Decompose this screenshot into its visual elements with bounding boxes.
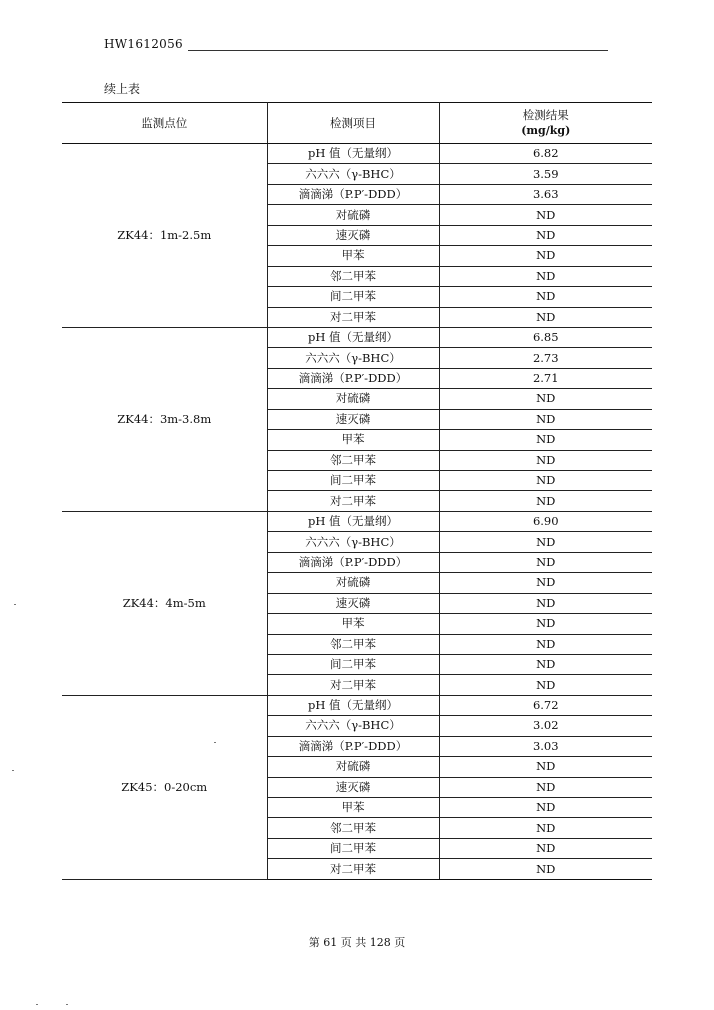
test-result-cell: ND: [439, 205, 652, 225]
test-item-cell: 甲苯: [267, 430, 439, 450]
test-result-cell: ND: [439, 266, 652, 286]
test-item-cell: 邻二甲苯: [267, 266, 439, 286]
test-item-cell: 对硫磷: [267, 205, 439, 225]
test-item-cell: 六六六（γ-BHC）: [267, 164, 439, 184]
test-result-cell: ND: [439, 838, 652, 858]
test-result-cell: 3.63: [439, 184, 652, 204]
test-item-cell: 六六六（γ-BHC）: [267, 532, 439, 552]
table-header-row: [62, 103, 652, 144]
test-item-cell: pH 值（无量纲）: [267, 144, 439, 164]
test-result-cell: ND: [439, 409, 652, 429]
test-result-cell: ND: [439, 225, 652, 245]
test-result-cell: ND: [439, 798, 652, 818]
test-result-cell: ND: [439, 573, 652, 593]
test-item-cell: 邻二甲苯: [267, 450, 439, 470]
test-item-cell: 对二甲苯: [267, 675, 439, 695]
monitoring-point-cell: ZK45：0-20cm: [62, 695, 267, 879]
test-result-cell: ND: [439, 654, 652, 674]
header-result: [439, 103, 652, 144]
monitoring-point-cell: ZK44：3m-3.8m: [62, 327, 267, 511]
page-footer: 第 61 页 共 128 页: [308, 936, 406, 949]
test-result-cell: 6.82: [439, 144, 652, 164]
test-result-cell: ND: [439, 450, 652, 470]
scan-speck: [36, 1004, 38, 1005]
test-result-cell: ND: [439, 675, 652, 695]
monitoring-point-cell: ZK44：4m-5m: [62, 511, 267, 695]
test-item-cell: 滴滴涕（P.P′-DDD）: [267, 368, 439, 388]
scan-speck: [14, 604, 16, 605]
test-result-cell: ND: [439, 471, 652, 491]
test-result-cell: 3.03: [439, 736, 652, 756]
test-item-cell: 间二甲苯: [267, 654, 439, 674]
header-result-unit: (mg/kg): [521, 124, 571, 137]
header-item: 检测项目: [267, 103, 439, 144]
test-result-cell: ND: [439, 593, 652, 613]
test-result-cell: 6.72: [439, 695, 652, 715]
test-item-cell: 速灭磷: [267, 777, 439, 797]
test-item-cell: pH 值（无量纲）: [267, 695, 439, 715]
test-item-cell: pH 值（无量纲）: [267, 511, 439, 531]
monitoring-point-cell: ZK44：1m-2.5m: [62, 144, 267, 328]
test-result-cell: 3.02: [439, 716, 652, 736]
test-item-cell: 对二甲苯: [267, 307, 439, 327]
test-item-cell: 六六六（γ-BHC）: [267, 348, 439, 368]
document-id: HW1612056: [104, 37, 183, 51]
test-result-cell: ND: [439, 634, 652, 654]
header-result-label: 检测结果: [522, 108, 569, 122]
test-item-cell: 对二甲苯: [267, 859, 439, 879]
test-result-cell: ND: [439, 777, 652, 797]
test-result-cell: ND: [439, 757, 652, 777]
test-item-cell: 速灭磷: [267, 593, 439, 613]
test-result-cell: 3.59: [439, 164, 652, 184]
test-result-cell: ND: [439, 552, 652, 572]
test-item-cell: 甲苯: [267, 614, 439, 634]
test-item-cell: 滴滴涕（P.P′-DDD）: [267, 184, 439, 204]
test-item-cell: 对硫磷: [267, 573, 439, 593]
table-row: [62, 695, 652, 715]
table-body: [62, 144, 652, 880]
test-result-cell: ND: [439, 287, 652, 307]
test-item-cell: 甲苯: [267, 798, 439, 818]
test-item-cell: 间二甲苯: [267, 471, 439, 491]
test-item-cell: 间二甲苯: [267, 287, 439, 307]
table-row: [62, 327, 652, 347]
test-result-cell: ND: [439, 246, 652, 266]
test-item-cell: pH 值（无量纲）: [267, 327, 439, 347]
header-point: 监测点位: [62, 103, 267, 144]
test-result-cell: ND: [439, 430, 652, 450]
test-item-cell: 滴滴涕（P.P′-DDD）: [267, 736, 439, 756]
test-item-cell: 对硫磷: [267, 757, 439, 777]
test-result-cell: ND: [439, 614, 652, 634]
test-item-cell: 六六六（γ-BHC）: [267, 716, 439, 736]
scan-speck: [12, 770, 14, 771]
header-rule: [188, 50, 608, 51]
scan-speck: [214, 742, 216, 743]
test-result-cell: ND: [439, 389, 652, 409]
table-row: [62, 144, 652, 164]
scan-speck: [66, 1004, 68, 1005]
test-item-cell: 对二甲苯: [267, 491, 439, 511]
test-result-cell: 2.71: [439, 368, 652, 388]
test-result-cell: ND: [439, 532, 652, 552]
test-item-cell: 对硫磷: [267, 389, 439, 409]
test-item-cell: 邻二甲苯: [267, 634, 439, 654]
test-result-cell: ND: [439, 491, 652, 511]
test-item-cell: 速灭磷: [267, 409, 439, 429]
test-result-cell: ND: [439, 818, 652, 838]
test-item-cell: 间二甲苯: [267, 838, 439, 858]
test-result-cell: 6.90: [439, 511, 652, 531]
test-result-cell: 6.85: [439, 327, 652, 347]
test-item-cell: 滴滴涕（P.P′-DDD）: [267, 552, 439, 572]
table-row: [62, 511, 652, 531]
test-result-cell: ND: [439, 307, 652, 327]
test-result-cell: ND: [439, 859, 652, 879]
test-item-cell: 速灭磷: [267, 225, 439, 245]
continued-label: 续上表: [104, 82, 141, 96]
results-table: [62, 102, 652, 880]
test-item-cell: 甲苯: [267, 246, 439, 266]
test-item-cell: 邻二甲苯: [267, 818, 439, 838]
test-result-cell: 2.73: [439, 348, 652, 368]
